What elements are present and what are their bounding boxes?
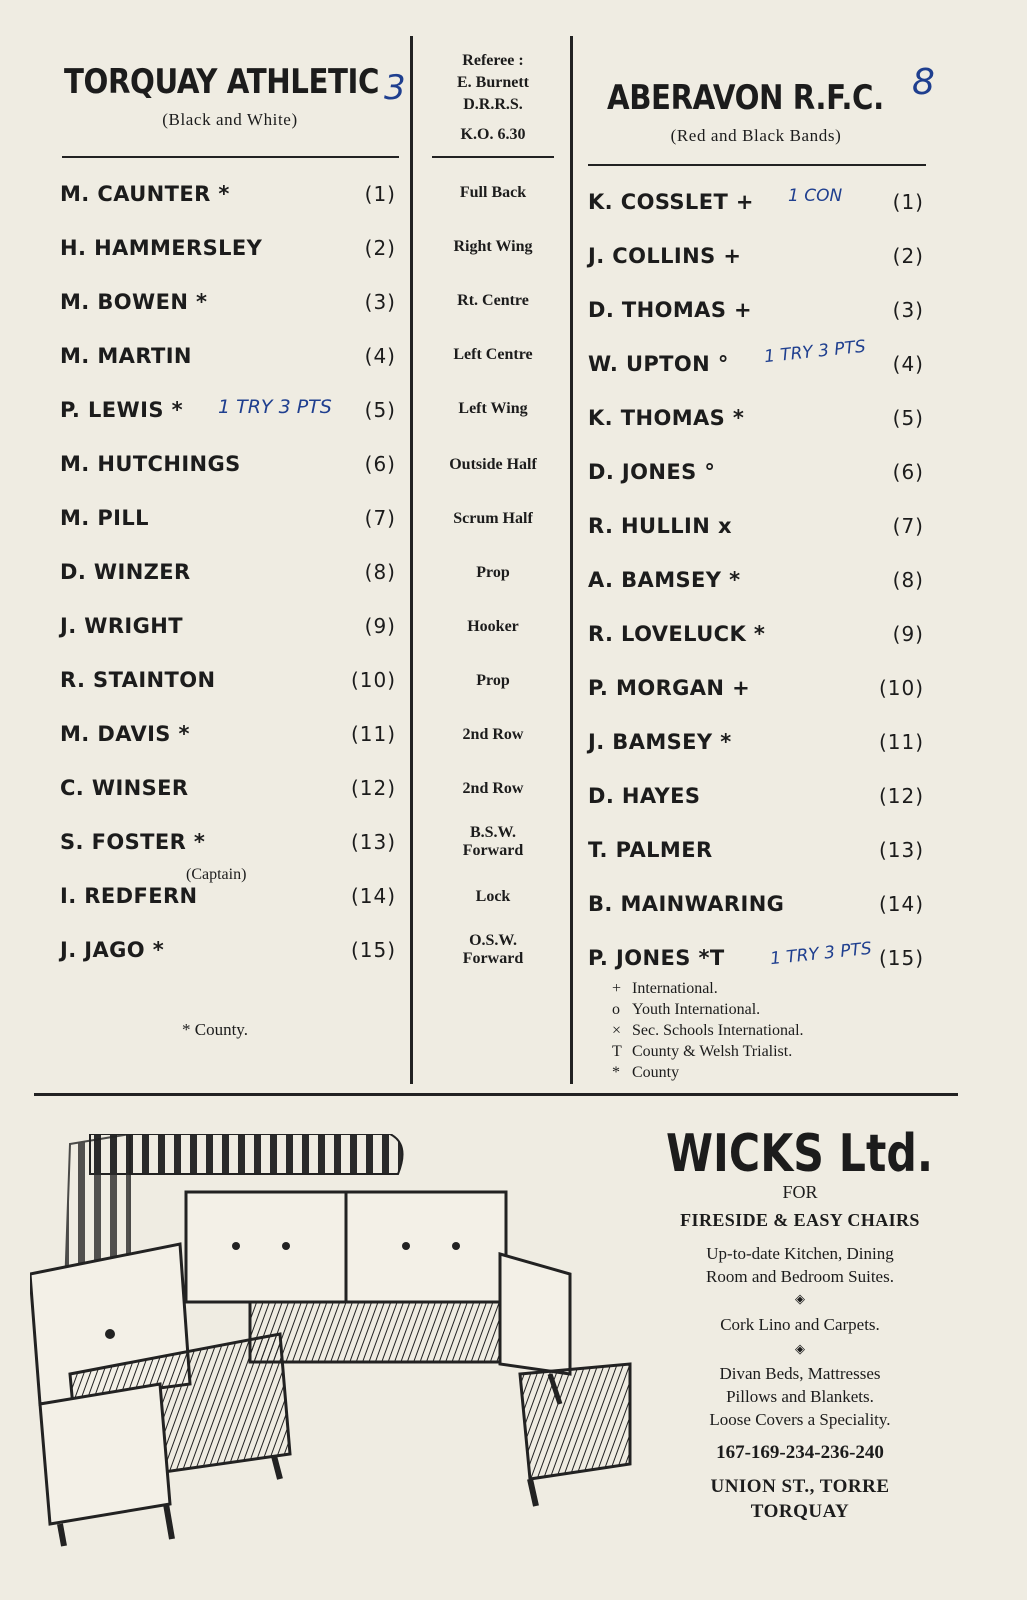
player-name: M. BOWEN * xyxy=(60,290,208,314)
player-name: B. MAINWARING xyxy=(588,892,785,916)
key-entry: T County & Welsh Trialist. xyxy=(612,1043,793,1060)
player-number: (14) xyxy=(878,892,924,916)
player-name: J. COLLINS + xyxy=(588,244,742,268)
player-name: A. BAMSEY * xyxy=(588,568,741,592)
player-name: J. WRIGHT xyxy=(60,614,183,638)
position-label: Left Centre xyxy=(453,346,533,363)
player-number: (12) xyxy=(878,784,924,808)
diamond-ornament-icon: ◈ xyxy=(795,1291,805,1306)
advert-subtitle: FIRESIDE & EASY CHAIRS xyxy=(680,1210,920,1230)
advert-line: Room and Bedroom Suites. xyxy=(706,1267,894,1286)
player-number: (3) xyxy=(892,298,924,322)
referee-society: D.R.R.S. xyxy=(463,96,523,113)
player-number: (1) xyxy=(892,190,924,214)
player-number: (11) xyxy=(350,722,396,746)
home-team-name: TORQUAY ATHLETIC xyxy=(64,62,379,102)
home-score-handwritten: 3 xyxy=(384,68,406,108)
player-name: K. COSSLET + xyxy=(588,190,754,214)
position-label: 2nd Row xyxy=(462,726,524,743)
key-entry: o Youth International. xyxy=(612,1001,761,1018)
cosslet-score-annotation: 1 CON xyxy=(788,186,843,206)
position-label: Hooker xyxy=(467,618,519,635)
player-number: (13) xyxy=(878,838,924,862)
player-number: (5) xyxy=(892,406,924,430)
away-team-colours: (Red and Black Bands) xyxy=(670,126,842,145)
player-number: (7) xyxy=(892,514,924,538)
home-team-colours: (Black and White) xyxy=(162,110,298,129)
position-label: Outside Half xyxy=(449,456,537,473)
advert-title: WICKS Ltd. xyxy=(666,1124,934,1184)
player-name: W. UPTON ° xyxy=(588,352,729,376)
player-name: R. STAINTON xyxy=(60,668,216,692)
player-name: K. THOMAS * xyxy=(588,406,745,430)
advert-line: Loose Covers a Speciality. xyxy=(709,1410,891,1429)
advert-line: Divan Beds, Mattresses xyxy=(719,1364,881,1383)
advert-for: FOR xyxy=(782,1182,818,1202)
referee-header-rule xyxy=(432,156,554,158)
player-number: (4) xyxy=(892,352,924,376)
player-number: (9) xyxy=(892,622,924,646)
captain-label: (Captain) xyxy=(186,866,247,883)
player-name: H. HAMMERSLEY xyxy=(60,236,263,260)
player-name: D. HAYES xyxy=(588,784,701,808)
furniture-illustration xyxy=(30,1134,650,1554)
player-name: T. PALMER xyxy=(588,838,713,862)
player-name: M. CAUNTER * xyxy=(60,182,230,206)
away-header-rule xyxy=(588,164,926,166)
left-column-rule xyxy=(410,36,413,1084)
player-number: (8) xyxy=(364,560,396,584)
position-label: B.S.W. Forward xyxy=(462,824,524,859)
player-number: (3) xyxy=(364,290,396,314)
player-number: (11) xyxy=(878,730,924,754)
player-name: P. LEWIS * xyxy=(60,398,183,422)
position-label: 2nd Row xyxy=(462,780,524,797)
player-name: M. PILL xyxy=(60,506,149,530)
position-label: Prop xyxy=(476,672,510,689)
home-header-rule xyxy=(62,156,399,158)
player-number: (7) xyxy=(364,506,396,530)
player-name: R. LOVELUCK * xyxy=(588,622,766,646)
advert-phone: 167-169-234-236-240 xyxy=(716,1442,884,1463)
player-name: D. WINZER xyxy=(60,560,191,584)
position-label: Rt. Centre xyxy=(457,292,529,309)
player-name: M. DAVIS * xyxy=(60,722,190,746)
position-label: Full Back xyxy=(459,184,527,201)
player-number: (15) xyxy=(350,938,396,962)
player-name: J. JAGO * xyxy=(60,938,165,962)
advert-line: Up-to-date Kitchen, Dining xyxy=(706,1244,894,1263)
away-score-handwritten: 8 xyxy=(912,62,935,103)
home-county-note: * County. xyxy=(182,1020,248,1039)
player-name: D. JONES ° xyxy=(588,460,716,484)
player-name: M. HUTCHINGS xyxy=(60,452,241,476)
player-number: (4) xyxy=(364,344,396,368)
lewis-score-annotation: 1 TRY 3 PTS xyxy=(218,396,332,418)
player-name: I. REDFERN xyxy=(60,884,198,908)
away-team-name: ABERAVON R.F.C. xyxy=(607,78,884,118)
key-entry: * County xyxy=(612,1064,680,1081)
referee-label: Referee : xyxy=(462,52,524,69)
player-number: (5) xyxy=(364,398,396,422)
key-entry: + International. xyxy=(612,980,718,997)
player-name: M. MARTIN xyxy=(60,344,192,368)
referee-name: E. Burnett xyxy=(457,74,529,91)
advert-line: Pillows and Blankets. xyxy=(726,1387,874,1406)
player-number: (15) xyxy=(878,946,924,970)
advert-divider xyxy=(34,1093,958,1096)
advert-line: Cork Lino and Carpets. xyxy=(720,1315,880,1334)
upton-score-annotation: 1 TRY 3 PTS xyxy=(763,336,867,368)
player-number: (8) xyxy=(892,568,924,592)
player-number: (12) xyxy=(350,776,396,800)
player-name: S. FOSTER * xyxy=(60,830,206,854)
position-label: Left Wing xyxy=(458,400,528,417)
position-label: O.S.W. Forward xyxy=(462,932,524,967)
position-label: Right Wing xyxy=(453,238,533,255)
player-name: P. JONES *T xyxy=(588,946,725,970)
position-label: Scrum Half xyxy=(453,510,533,527)
player-number: (9) xyxy=(364,614,396,638)
player-number: (13) xyxy=(350,830,396,854)
player-number: (2) xyxy=(892,244,924,268)
player-name: D. THOMAS + xyxy=(588,298,753,322)
player-number: (10) xyxy=(878,676,924,700)
kick-off-time: K.O. 6.30 xyxy=(460,126,526,143)
player-name: J. BAMSEY * xyxy=(588,730,732,754)
player-number: (6) xyxy=(364,452,396,476)
position-label: Lock xyxy=(475,888,511,905)
player-number: (6) xyxy=(892,460,924,484)
jones-score-annotation: 1 TRY 3 PTS xyxy=(769,938,873,970)
player-number: (2) xyxy=(364,236,396,260)
diamond-ornament-icon: ◈ xyxy=(795,1341,805,1356)
advert-address-street: UNION ST., TORRE xyxy=(710,1476,890,1497)
position-label: Prop xyxy=(476,564,510,581)
away-symbol-key xyxy=(612,978,804,1083)
player-number: (14) xyxy=(350,884,396,908)
player-name: C. WINSER xyxy=(60,776,189,800)
player-number: (1) xyxy=(364,182,396,206)
advert-address-town: TORQUAY xyxy=(750,1501,850,1522)
key-entry: × Sec. Schools International. xyxy=(612,1022,804,1039)
player-name: R. HULLIN x xyxy=(588,514,732,538)
player-number: (10) xyxy=(350,668,396,692)
player-name: P. MORGAN + xyxy=(588,676,751,700)
